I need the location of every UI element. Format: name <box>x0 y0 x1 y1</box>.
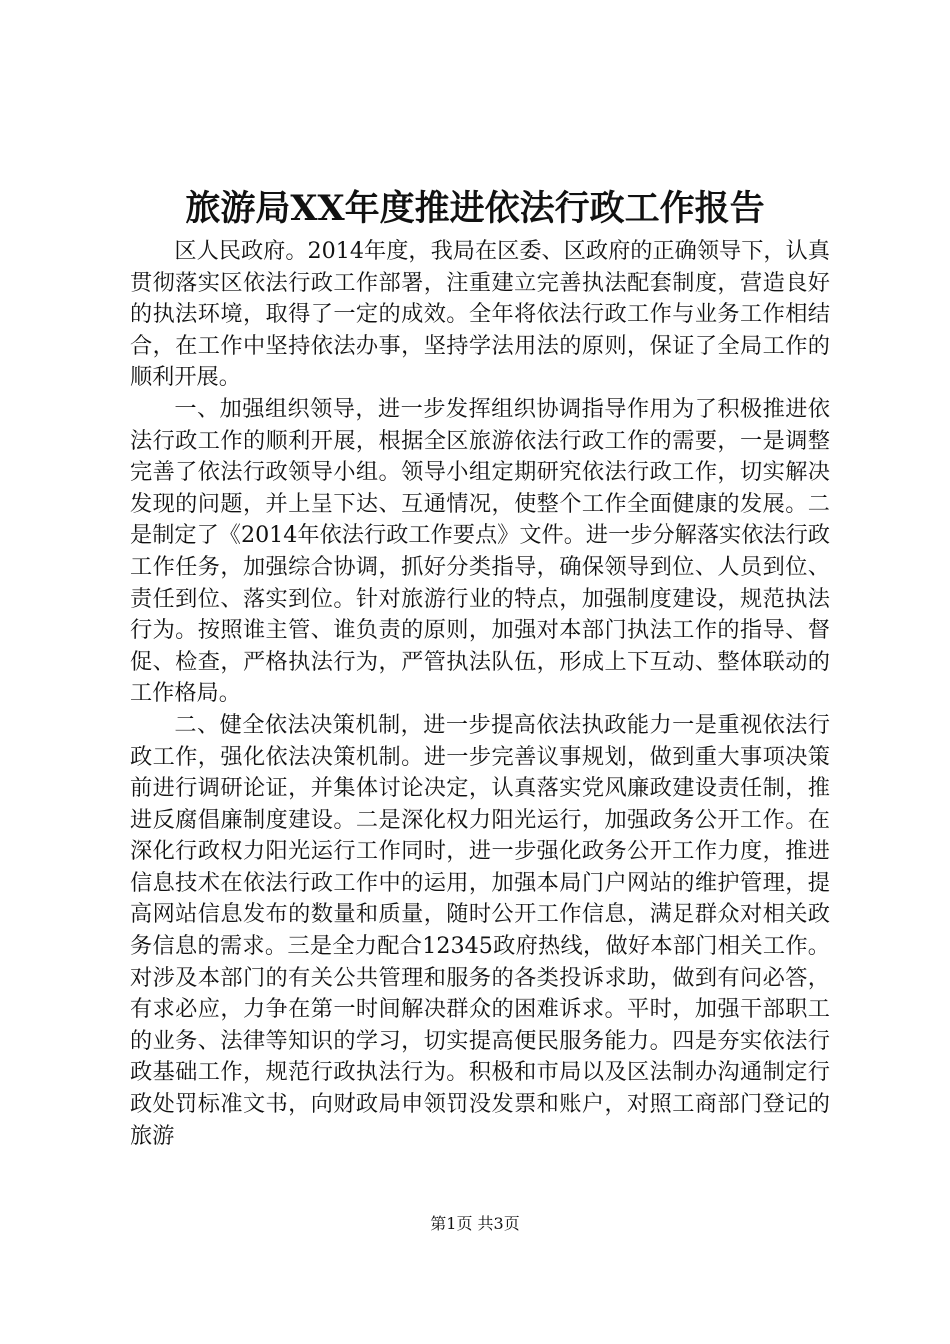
page-footer: 第1页 共3页 <box>430 1214 520 1233</box>
paragraph-section-1: 一、加强组织领导，进一步发挥组织协调指导作用为了积极推进依法行政工作的顺利开展，根据全区旅游依法行政工作的需要，一是调整完善了依法行政领导小组。领导小组定期研究依法行政工作，切实解决发现的问题，并上呈下达、互通情况，使整个工作全面健康的发展。二是制定了《2014年依法行政工作要点》文件。进一步分解落实依法行政工作任务，加强综合协调，抓好分类指导，确保领导到位、人员到位、责任到位、落实到位。针对旅游行业的特点，加强制度建设，规范执法行为。按照谁主管、谁负责的原则，加强对本部门执法工作的指导、督促、检查，严格执法行为，严管执法队伍，形成上下互动、整体联动的工作格局。 <box>130 395 830 707</box>
paragraph-intro: 区人民政府。2014年度，我局在区委、区政府的正确领导下，认真贯彻落实区依法行政工作部署，注重建立完善执法配套制度，营造良好的执法环境，取得了一定的成效。全年将依法行政工作与业务工作相结合，在工作中坚持依法办事，坚持学法用法的原则，保证了全局工作的顺利开展。 <box>130 238 830 391</box>
paragraph-section-2: 二、健全依法决策机制，进一步提高依法执政能力一是重视依法行政工作，强化依法决策机制。进一步完善议事规划，做到重大事项决策前进行调研论证，并集体讨论决定，认真落实党风廉政建设责任制，推进反腐倡廉制度建设。二是深化权力阳光运行，加强政务公开工作。在深化行政权力阳光运行工作同时，进一步强化政务公开工作力度，推进信息技术在依法行政工作中的运用，加强本局门户网站的维护管理，提高网站信息发布的数量和质量，随时公开工作信息，满足群众对相关政务信息的需求。三是全力配合12345政府热线，做好本部门相关工作。对涉及本部门的有关公共管理和服务的各类投诉求助，做到有问必答，有求必应，力争在第一时间解决群众的困难诉求。平时，加强干部职工的业务、法律等知识的学习，切实提高便民服务能力。四是夯实依法行政基础工作，规范行政执法行为。积极和市局以及区法制办沟通制定行政处罚标准文书，向财政局申领罚没发票和账户，对照工商部门登记的旅游 <box>130 711 830 1149</box>
document-title: 旅游局XX年度推进依法行政工作报告 <box>185 188 765 229</box>
document-body <box>130 236 830 1152</box>
